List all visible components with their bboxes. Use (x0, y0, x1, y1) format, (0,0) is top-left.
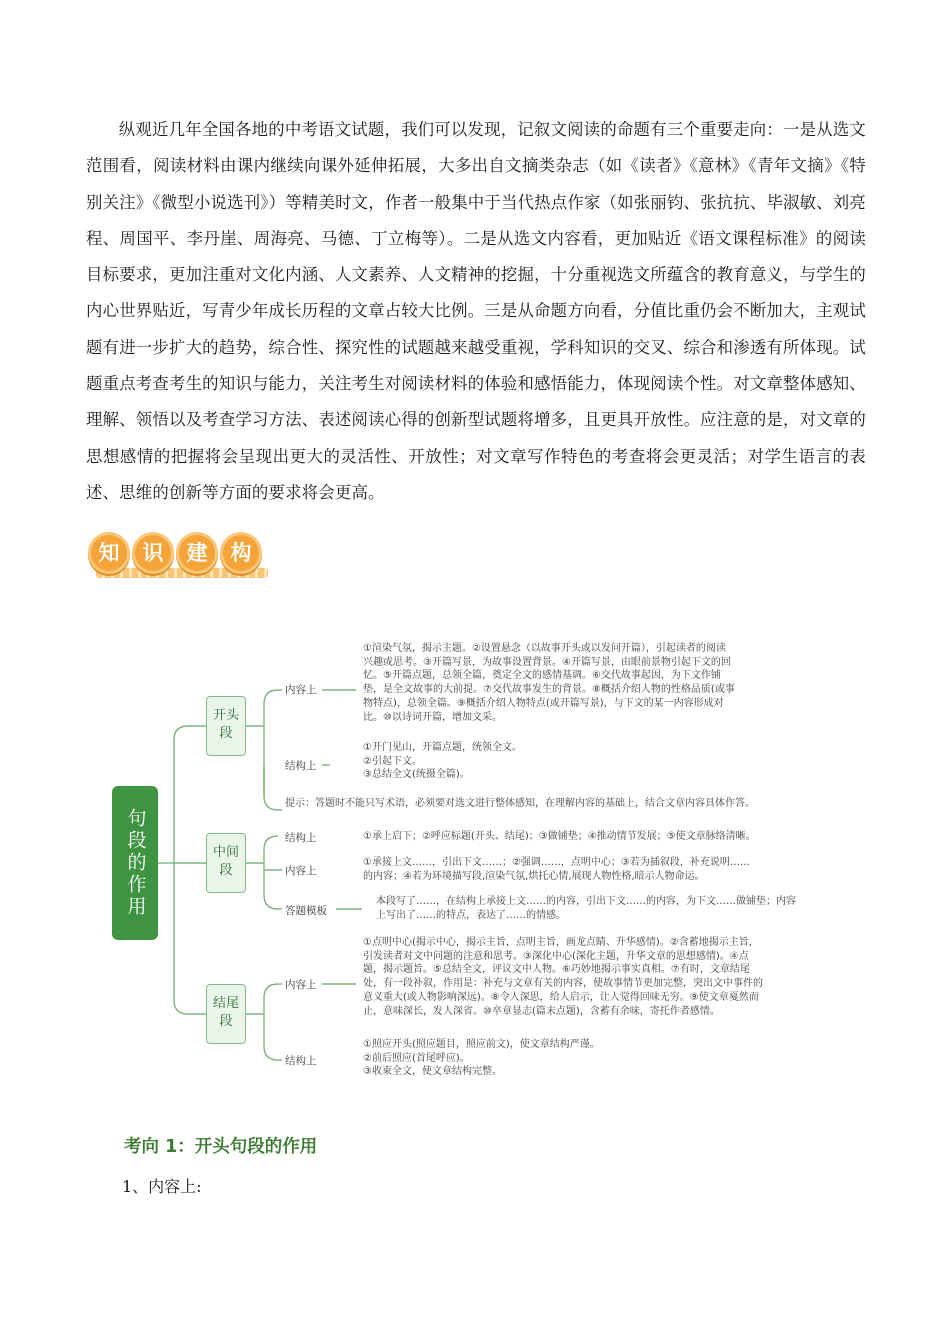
middle-template-label: 答题模板 (285, 905, 327, 917)
middle-structure-text: ①承上启下；②呼应标题(开头、结尾)；③做铺垫；④推动情节发展；⑤使文章脉络清晰。 (363, 831, 756, 842)
mindmap (100, 620, 860, 1100)
section-heading: 考向 1：开头句段的作用 (124, 1137, 318, 1157)
opening-structure-label: 结构上 (285, 760, 317, 772)
knowledge-structure-banner (88, 528, 268, 584)
opening-content-label: 内容上 (285, 684, 317, 696)
intro-paragraph: 纵观近几年全国各地的中考语文试题，我们可以发现，记叙文阅读的命题有三个重要走向：一是从选文范围看，阅读材料由课内继续向课外延伸拓展，大多出自文摘类杂志（如《读者》《意林》《青年文摘》《特别关注》《微型小说选刊》）等精美时文，作者一般集中于当代热点作家（如张丽钧、张抗抗、毕淑敏、刘亮程、周国平、李丹崖、周海亮、马德、丁立梅等）。二是从选文内容看，更加贴近《语文课程标准》的阅读目标要求，更加注重对文化内涵、人文素养、人文精神的挖掘，十分重视选文所蕴含的教育意义，与学生的内心世界贴近，写青少年成长历程的文章占较大比例。三是从命题方向看，分值比重仍会不断加大，主观试题有进一步扩大的趋势，综合性、探究性的试题越来越受重视，学科知识的交叉、综合和渗透有所体现。试题重点考查考生的知识与能力，关注考生对阅读材料的体验和感悟能力，体现阅读个性。对文章整体感知、理解、领悟以及考查学习方法、表述阅读心得的创新型试题将增多，且更具开放性。应注意的是，对文章的思想感情的把握将会呈现出更大的灵活性、开放性；对文章写作特色的考查将会更灵活；对学生语言的表述、思维的创新等方面的要求将会更高。 (86, 120, 866, 502)
section-middle: 中间段 (206, 833, 246, 893)
ending-content-label: 内容上 (285, 979, 317, 991)
opening-tip: 提示：答题时不能只写术语，必须要对选文进行整体感知，在理解内容的基础上，结合文章内容具体作答。 (285, 798, 755, 809)
section-opening: 开头段 (206, 696, 246, 756)
opening-structure-text: ①开门见山，开篇点题，统领全文。 ②引起下文。 ③总结全文(统摄全篇)。 (363, 742, 522, 781)
section-ending: 结尾段 (206, 984, 246, 1044)
middle-structure-label: 结构上 (285, 832, 317, 844)
mindmap-root: 句段的作用 (112, 786, 158, 940)
middle-content-text: ①承接上文……，引出下文……；②强调……，点明中心；③若为插叙段，补充说明…… 的内容；④若为环境描写段,渲染气氛,烘托心情,展现人物性格,暗示人物命运。 (363, 857, 750, 882)
ending-structure-label: 结构上 (285, 1055, 317, 1067)
banner-char: 建 (176, 532, 218, 574)
middle-template-text: 本段写了……，在结构上承接上文……的内容，引出下文……的内容，为下文……做铺垫；内容 上写出了……的特点，表达了……的情感。 (376, 896, 796, 921)
opening-content-text: ①渲染气氛，揭示主题。②设置悬念（以故事开头或以发问开篇），引起读者的阅读 兴趣或思考。③开篇写景，为故事设置背景。④开篇写景，由眼前景物引起下文的回 忆。⑤开篇点题，总领全篇，奠定全文的感情基调。⑥交代故事起因，为下文作铺 垫，是全文故事的大前提。⑦交代故事发生的背景。⑧概括介绍人物的性格品质(或事 物特点)，总领全篇。⑨概括介绍人物特点(或开篇写景)，与下文的某一内容形成对 比。⑩以诗词开篇，增加文采。 (363, 643, 735, 723)
banner-char: 构 (220, 532, 262, 574)
ending-content-text: ①点明中心(揭示中心，揭示主旨，点明主旨，画龙点睛、升华感情)。②含蓄地揭示主旨， 引发读者对文中问题的注意和思考。③深化中心(深化主题，升华文章的思想感情)。④点 题，揭示题旨。⑤总结全文，评议文中人物。⑥巧妙地揭示事实真相。⑦有时，文章结尾 处，有一段补叙，作用是：补充与文章有关的内容，使故事情节更加完整，突出文中事件的 意义重大(或人物影响深远)。⑧令人深思，给人启示，让人觉得回味无穷。⑨使文章戛然而 止，意味深长，发人深省。⑩卒章显志(篇末点题)，含蓄有余味，寄托作者感情。 (363, 937, 763, 1017)
middle-content-label: 内容上 (285, 865, 317, 877)
banner-char: 知 (88, 532, 130, 574)
banner-char: 识 (132, 532, 174, 574)
sub-item: 1、内容上: (122, 1177, 202, 1196)
ending-structure-text: ①照应开头(照应题目，照应前文)，使文章结构严谨。 ②前后照应(首尾呼应)。 ③收束全文，使文章结构完整。 (363, 1039, 600, 1078)
